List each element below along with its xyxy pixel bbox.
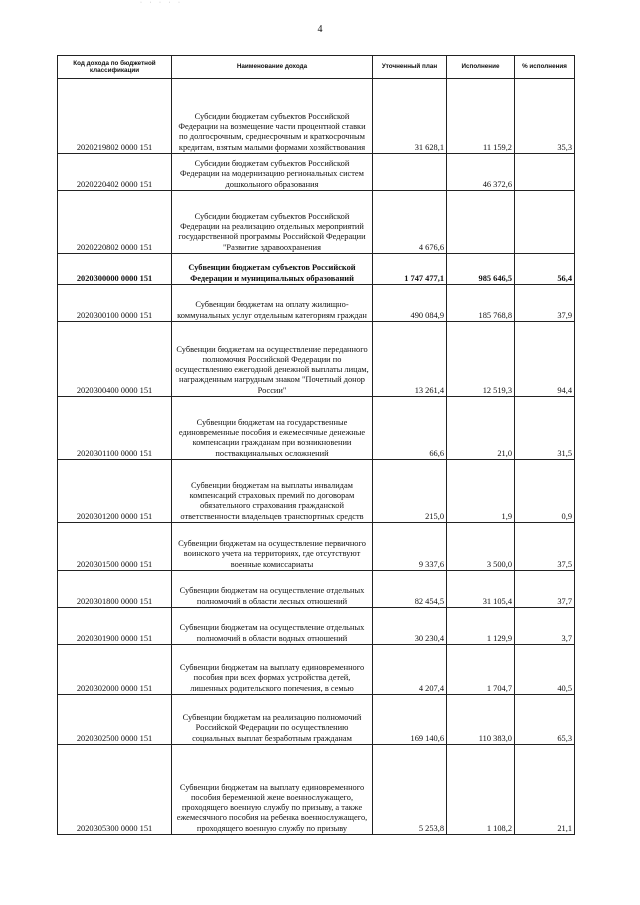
header-code: Код дохода по бюджетной классификации (58, 56, 172, 79)
row-fact: 31 105,4 (447, 571, 515, 608)
row-name: Субвенции бюджетам субъектов Российской Федерации и муниципальных образований (172, 254, 373, 285)
row-percent: 3,7 (515, 608, 575, 645)
row-name: Субвенции бюджетам на оплату жилищно-коммунальных услуг отдельным категориям граждан (172, 285, 373, 322)
row-code: 2020301500 0000 151 (58, 523, 172, 571)
row-fact: 3 500,0 (447, 523, 515, 571)
row-plan: 215,0 (373, 460, 447, 523)
table-row (58, 460, 575, 523)
row-name: Субвенции бюджетам на выплаты инвалидам компенсаций страховых премий по договорам обязательного страхования гражданской ответственности владельцев транспортных средств (172, 460, 373, 523)
row-fact: 11 159,2 (447, 79, 515, 154)
row-plan: 1 747 477,1 (373, 254, 447, 285)
row-plan: 31 628,1 (373, 79, 447, 154)
header-name: Наименование дохода (172, 56, 373, 79)
row-plan: 4 207,4 (373, 645, 447, 695)
row-percent: 37,7 (515, 571, 575, 608)
row-fact: 21,0 (447, 397, 515, 460)
row-percent: 31,5 (515, 397, 575, 460)
row-code: 2020301100 0000 151 (58, 397, 172, 460)
row-plan: 66,6 (373, 397, 447, 460)
row-name: Субвенции бюджетам на государственные единовременные пособия и ежемесячные денежные компенсации гражданам при возникновении поствакцинальных осложнений (172, 397, 373, 460)
row-plan: 82 454,5 (373, 571, 447, 608)
revenue-table (57, 55, 575, 835)
table-row (58, 645, 575, 695)
row-code: 2020301200 0000 151 (58, 460, 172, 523)
row-percent: 35,3 (515, 79, 575, 154)
row-percent: 37,9 (515, 285, 575, 322)
table-row (58, 191, 575, 254)
row-plan: 13 261,4 (373, 322, 447, 397)
row-code: 2020220802 0000 151 (58, 191, 172, 254)
row-code: 2020302500 0000 151 (58, 695, 172, 745)
table-row (58, 608, 575, 645)
row-fact: 1,9 (447, 460, 515, 523)
row-fact (447, 191, 515, 254)
row-percent: 40,5 (515, 645, 575, 695)
row-code: 2020300400 0000 151 (58, 322, 172, 397)
row-name: Субвенции бюджетам на осуществление отдельных полномочий в области водных отношений (172, 608, 373, 645)
row-plan: 30 230,4 (373, 608, 447, 645)
row-fact: 110 383,0 (447, 695, 515, 745)
row-code: 2020219802 0000 151 (58, 79, 172, 154)
row-percent: 94,4 (515, 322, 575, 397)
row-name: Субсидии бюджетам субъектов Российской Федерации на возмещение части процентной ставки по долгосрочным, среднесрочным и краткосрочным кредитам, взятым малыми формами хозяйствования (172, 79, 373, 154)
row-name: Субвенции бюджетам на реализацию полномочий Российской Федерации по осуществлению социальных выплат безработным гражданам (172, 695, 373, 745)
row-fact: 46 372,6 (447, 154, 515, 191)
header-percent: % исполнения (515, 56, 575, 79)
row-name: Субвенции бюджетам на осуществление отдельных полномочий в области лесных отношений (172, 571, 373, 608)
row-plan: 169 140,6 (373, 695, 447, 745)
row-name: Субсидии бюджетам субъектов Российской Федерации на модернизацию региональных систем дошкольного образования (172, 154, 373, 191)
row-percent (515, 154, 575, 191)
row-code: 2020301900 0000 151 (58, 608, 172, 645)
row-name: Субвенции бюджетам на выплату единовременного пособия при всех формах устройства детей, лишенных родительского попечения, в семью (172, 645, 373, 695)
table-row (58, 571, 575, 608)
row-code: 2020300000 0000 151 (58, 254, 172, 285)
table-row (58, 523, 575, 571)
row-fact: 12 519,3 (447, 322, 515, 397)
row-fact: 1 108,2 (447, 745, 515, 835)
header-plan: Уточненный план (373, 56, 447, 79)
table-row (58, 745, 575, 835)
row-name: Субвенции бюджетам на осуществление переданного полномочия Российской Федерации по осуществлению ежегодной денежной выплаты лицам, награжденным нагрудным знаком "Почетный донор России" (172, 322, 373, 397)
row-percent: 21,1 (515, 745, 575, 835)
row-code: 2020301800 0000 151 (58, 571, 172, 608)
table-row (58, 254, 575, 285)
row-code: 2020220402 0000 151 (58, 154, 172, 191)
row-percent: 65,3 (515, 695, 575, 745)
row-plan: 4 676,6 (373, 191, 447, 254)
scan-specks: · · · · · (140, 0, 183, 6)
row-code: 2020302000 0000 151 (58, 645, 172, 695)
row-fact: 185 768,8 (447, 285, 515, 322)
table-row (58, 322, 575, 397)
row-percent: 0,9 (515, 460, 575, 523)
row-code: 2020305300 0000 151 (58, 745, 172, 835)
row-name: Субвенции бюджетам на осуществление первичного воинского учета на территориях, где отсутствуют военные комиссариаты (172, 523, 373, 571)
row-percent: 37,5 (515, 523, 575, 571)
row-percent: 56,4 (515, 254, 575, 285)
table-header-row (58, 56, 575, 79)
row-plan: 5 253,8 (373, 745, 447, 835)
row-plan: 490 084,9 (373, 285, 447, 322)
header-fact: Исполнение (447, 56, 515, 79)
table-row (58, 695, 575, 745)
table-row (58, 154, 575, 191)
row-code: 2020300100 0000 151 (58, 285, 172, 322)
row-fact: 985 646,5 (447, 254, 515, 285)
row-percent (515, 191, 575, 254)
page-number: 4 (317, 24, 323, 35)
row-name: Субсидии бюджетам субъектов Российской Федерации на реализацию отдельных мероприятий государственной программы Российской Федерации "Развитие здравоохранения (172, 191, 373, 254)
row-fact: 1 129,9 (447, 608, 515, 645)
row-name: Субвенции бюджетам на выплату единовременного пособия беременной жене военнослужащего, проходящего военную службу по призыву, а также ежемесячного пособия на ребенка военнослужащего, проходящего военную службу по призыву (172, 745, 373, 835)
row-plan (373, 154, 447, 191)
table-row (58, 79, 575, 154)
row-plan: 9 337,6 (373, 523, 447, 571)
table-row (58, 397, 575, 460)
row-fact: 1 704,7 (447, 645, 515, 695)
table-row (58, 285, 575, 322)
